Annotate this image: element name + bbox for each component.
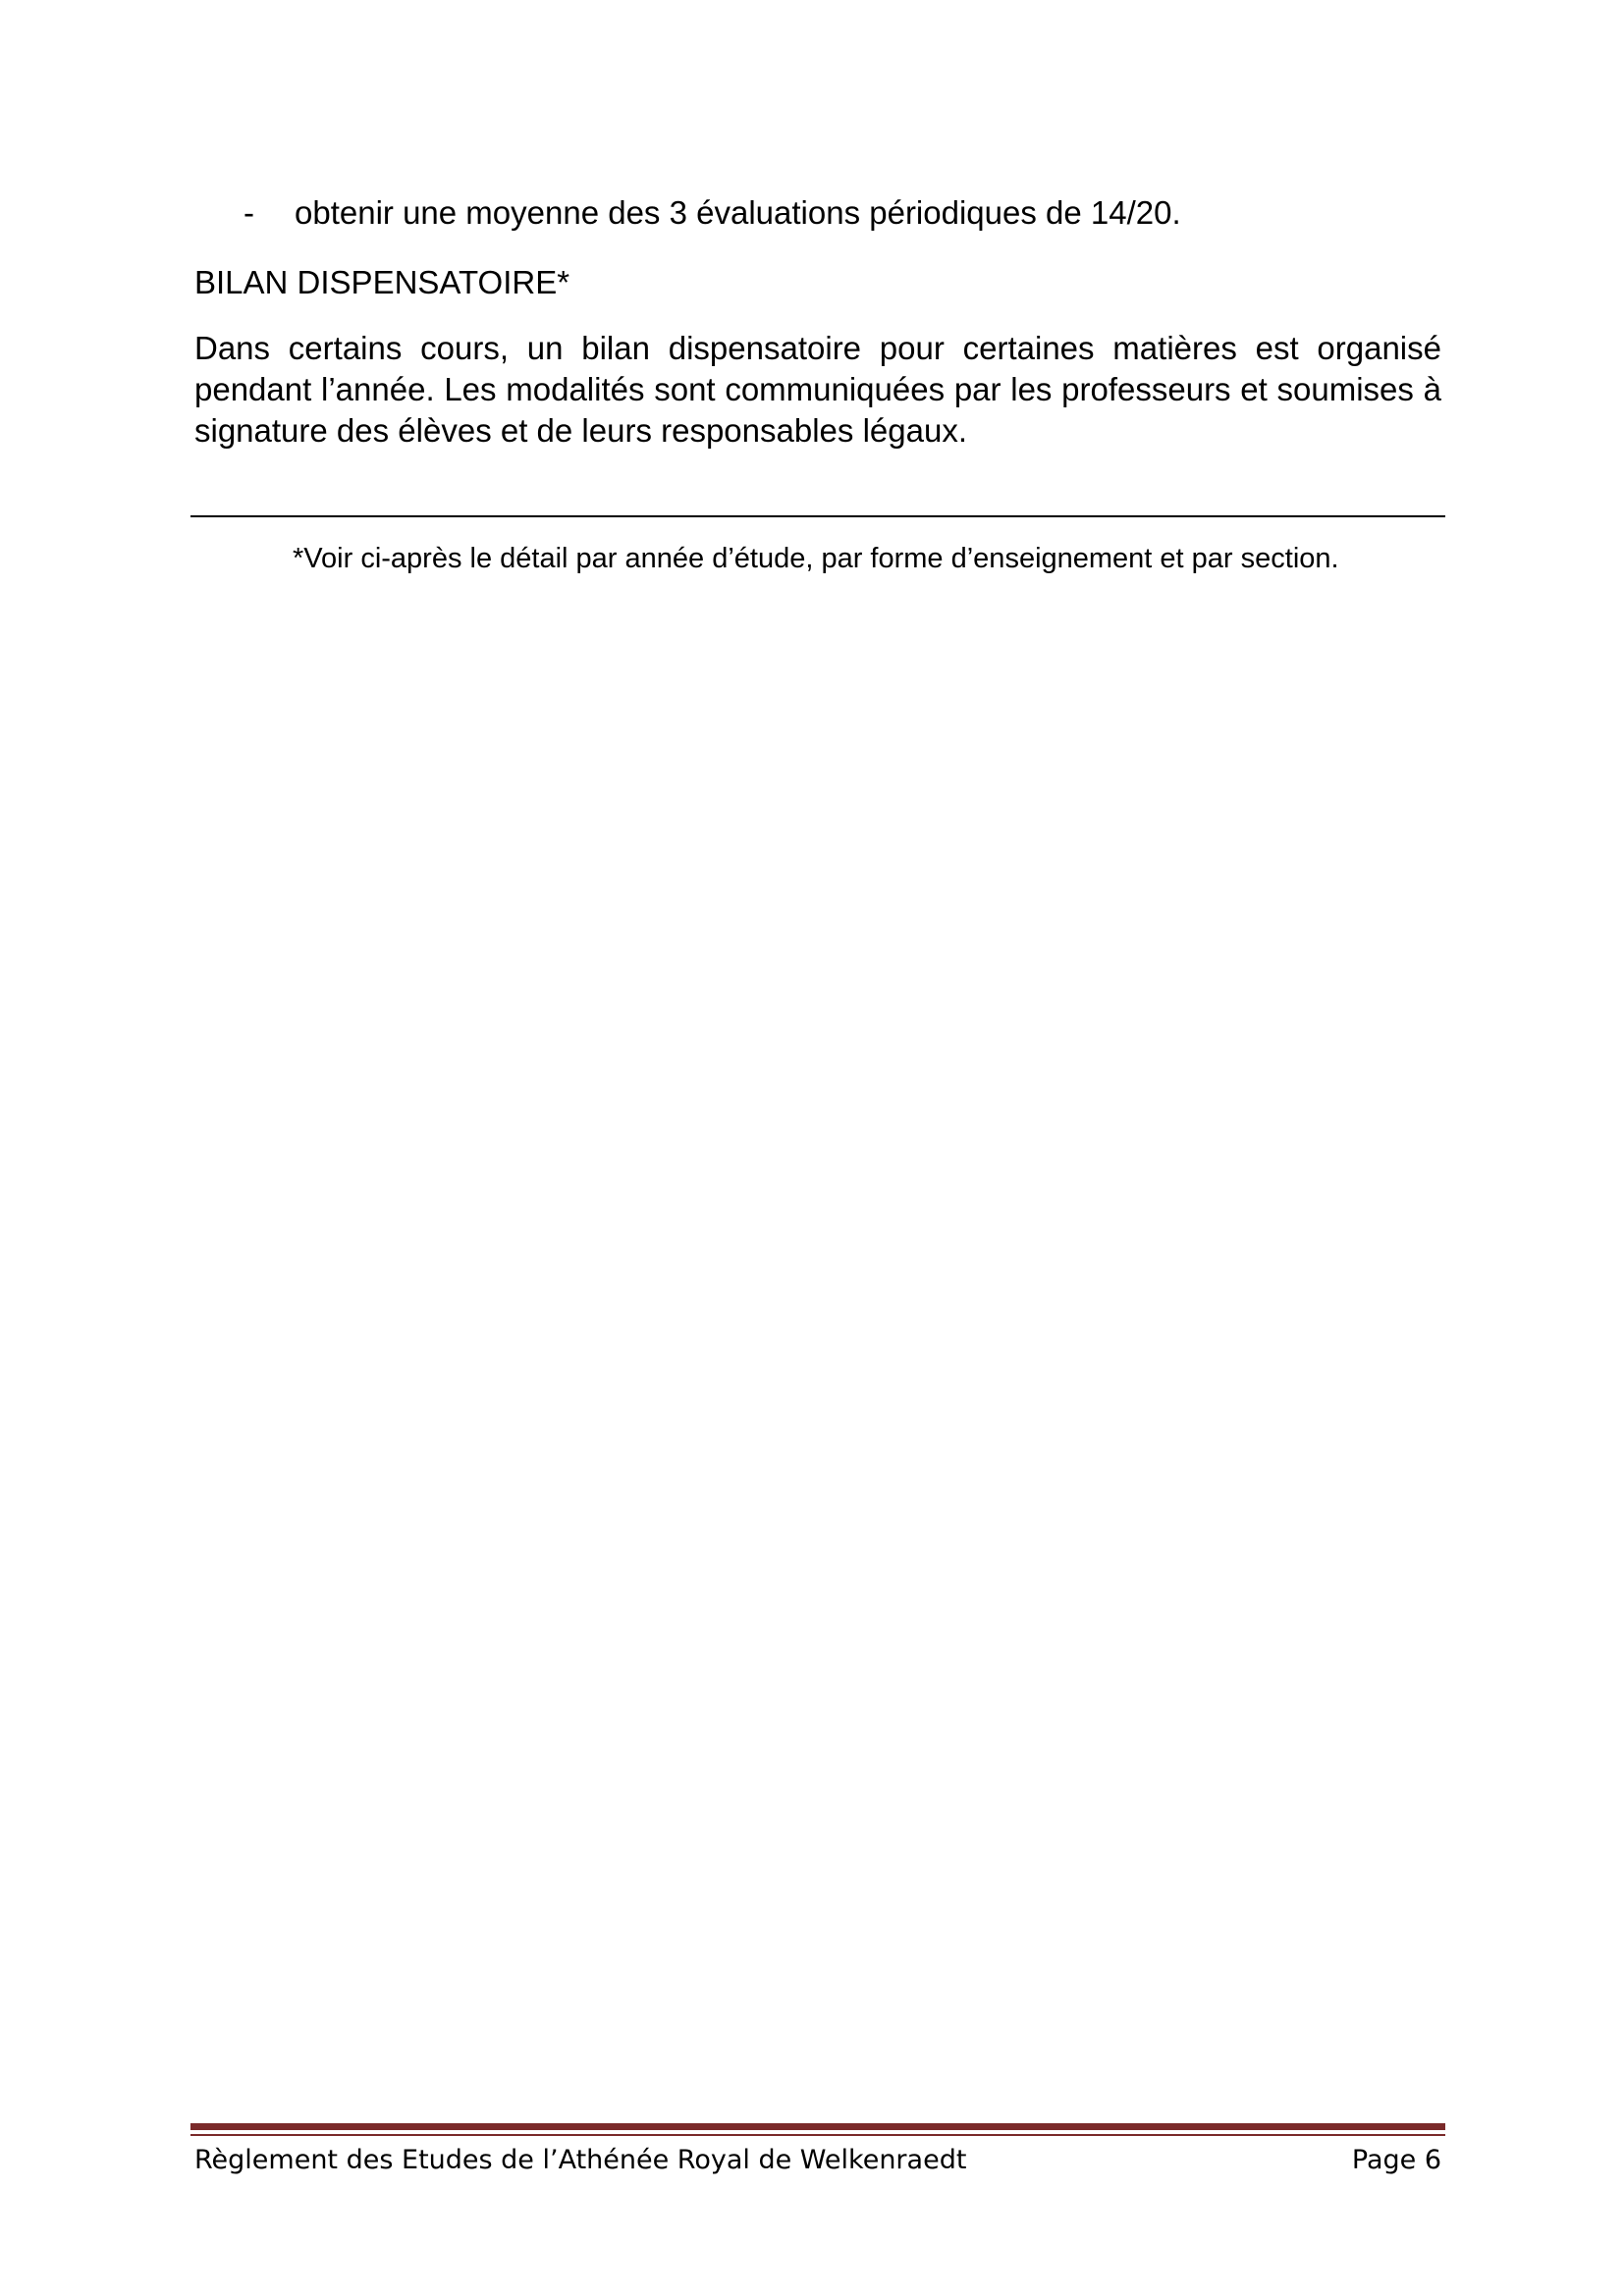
footer-title: Règlement des Etudes de l’Athénée Royal de Welkenraedt	[194, 2145, 967, 2175]
footer-rule-thick	[190, 2123, 1445, 2130]
section-heading: BILAN DISPENSATOIRE*	[194, 264, 570, 300]
footnote-separator	[190, 515, 1445, 517]
bullet-text: obtenir une moyenne des 3 évaluations périodiques de 14/20.	[295, 194, 1181, 231]
body-paragraph: Dans certains cours, un bilan dispensatoire pour certaines matières est organisé pendant l’année. Les modalités sont communiquées par les professeurs et soumises à signature des élèves et de leurs responsables légaux.	[194, 330, 1441, 449]
footnote-text: *Voir ci-après le détail par année d’étude, par forme d’enseignement et par section.	[293, 543, 1339, 574]
bullet-marker: -	[244, 194, 254, 231]
bullet-item	[244, 191, 1441, 235]
footer-rule-thin	[190, 2134, 1445, 2136]
footer-page-number: Page 6	[1351, 2145, 1441, 2175]
